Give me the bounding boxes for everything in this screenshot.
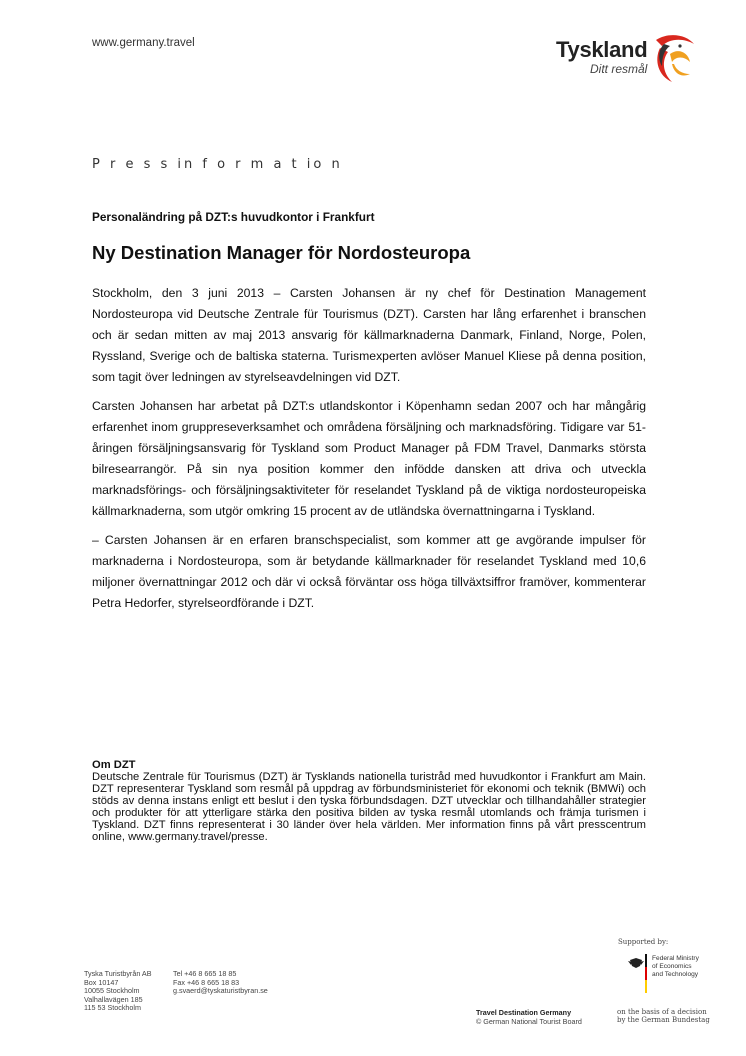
about-title: Om DZT xyxy=(92,759,136,771)
about-text: Deutsche Zentrale für Tourismus (DZT) är Tysklands nationella turistråd med huvudkontor i Frankfurt am Main. DZT representerar Tyskland som resmål på uppdrag av förbundsministeriet för ekonomi och teknik (BMWi) och stöds av denna instans enligt ett beslut i den tyska förbundsdagen. DZT utvecklar och tillhandahåller strategier och produkter för att ytterligare stärka den positiva bilden av tyska resmål utomlands och främja turismen i Tyskland. DZT finns representerat i 30 länder över hela världen. Mer information finns på vårt presscentrum online, www.germany.travel/presse. xyxy=(92,771,646,843)
address-line: Tyska Turistbyrån AB xyxy=(84,969,152,978)
logo-tagline: Ditt resmål xyxy=(590,62,648,76)
article-headline: Ny Destination Manager för Nordosteuropa xyxy=(92,242,471,263)
ministry-line: of Economics xyxy=(652,963,692,970)
paragraph: Carsten Johansen har arbetat på DZT:s utlandskontor i Köpenhamn sedan 2007 och har mångårig erfarenhet inom gruppreseverksamhet och områdena försäljning och marknadsföring. Tidigare var 51-åringen försäljningsansvarig för Tyskland som Product Manager på FDM Travel, Danmarks största bilresearrangör. På sin nya position kommer den infödde dansken att driva och utveckla marknadsförings- och försäljningsaktiviteter för reselandet Tyskland på de viktiga nordosteuropeiska källmarknaderna, som utgör omkring 15 procent av de utländska övernattningarna i Tyskland. xyxy=(92,399,646,518)
supported-by-label: Supported by: xyxy=(618,938,669,946)
article-body xyxy=(92,283,646,622)
ministry-line: Federal Ministry xyxy=(652,955,699,962)
address-line: Box 10147 xyxy=(84,977,119,987)
federal-eagle-flag-icon xyxy=(626,954,650,1000)
paragraph: – Carsten Johansen är en erfaren branschspecialist, som kommer att ge avgörande impulser för marknaderna i Nordosteuropa, som är betydande källmarknader för reselandet Tyskland med 10,6 miljoner övernattningar 2012 och där vi också förväntar oss höga tillväxtsiffror framöver, kommenterar Petra Hedorfer, styrelseordförande i DZT. xyxy=(92,533,646,610)
about-dzt xyxy=(92,759,646,843)
footer-address xyxy=(84,970,152,1013)
board-copyright: © German National Tourist Board xyxy=(476,1016,582,1026)
ministry-line: and Technology xyxy=(652,971,699,978)
fax: Fax +46 8 665 18 83 xyxy=(173,977,240,987)
article-kicker: Personaländring på DZT:s huvudkontor i Frankfurt xyxy=(92,210,375,224)
basis-line: on the basis of a decision xyxy=(617,1008,707,1016)
eagle-logo-icon xyxy=(650,30,698,86)
address-line: 115 53 Stockholm xyxy=(84,1003,142,1013)
phone: Tel +46 8 665 18 85 xyxy=(173,969,237,978)
website-url[interactable]: www.germany.travel xyxy=(92,37,195,49)
ministry-name xyxy=(652,955,699,979)
address-line: Valhallavägen 185 xyxy=(84,994,143,1004)
address-line: 10055 Stockholm xyxy=(84,986,140,996)
brand-name: Travel Destination Germany xyxy=(476,1008,572,1017)
basis-line: by the German Bundestag xyxy=(617,1016,710,1025)
press-information-label: P r e s s in f o r m a t io n xyxy=(92,157,343,172)
email-link[interactable]: g.svaerd@tyskaturistbyran.se xyxy=(173,986,268,996)
bundestag-basis xyxy=(617,1008,710,1025)
footer-contact xyxy=(173,970,268,996)
logo-title: Tyskland xyxy=(556,37,648,62)
footer-brand xyxy=(476,1009,582,1026)
brand-logo xyxy=(556,38,647,76)
paragraph: Stockholm, den 3 juni 2013 – Carsten Johansen är ny chef för Destination Management Nordosteuropa vid Deutsche Zentrale für Tourismus (DZT). Carsten har lång erfarenhet i branschen och är sedan mitten av maj 2013 ansvarig för källmarknaderna Danmark, Finland, Norge, Polen, Ryssland, Sverige och de baltiska staterna. Turismexperten avlöser Manuel Kliese på denna position, som tagit över ledningen av styrelseavdelningen vid DZT. xyxy=(92,286,646,384)
